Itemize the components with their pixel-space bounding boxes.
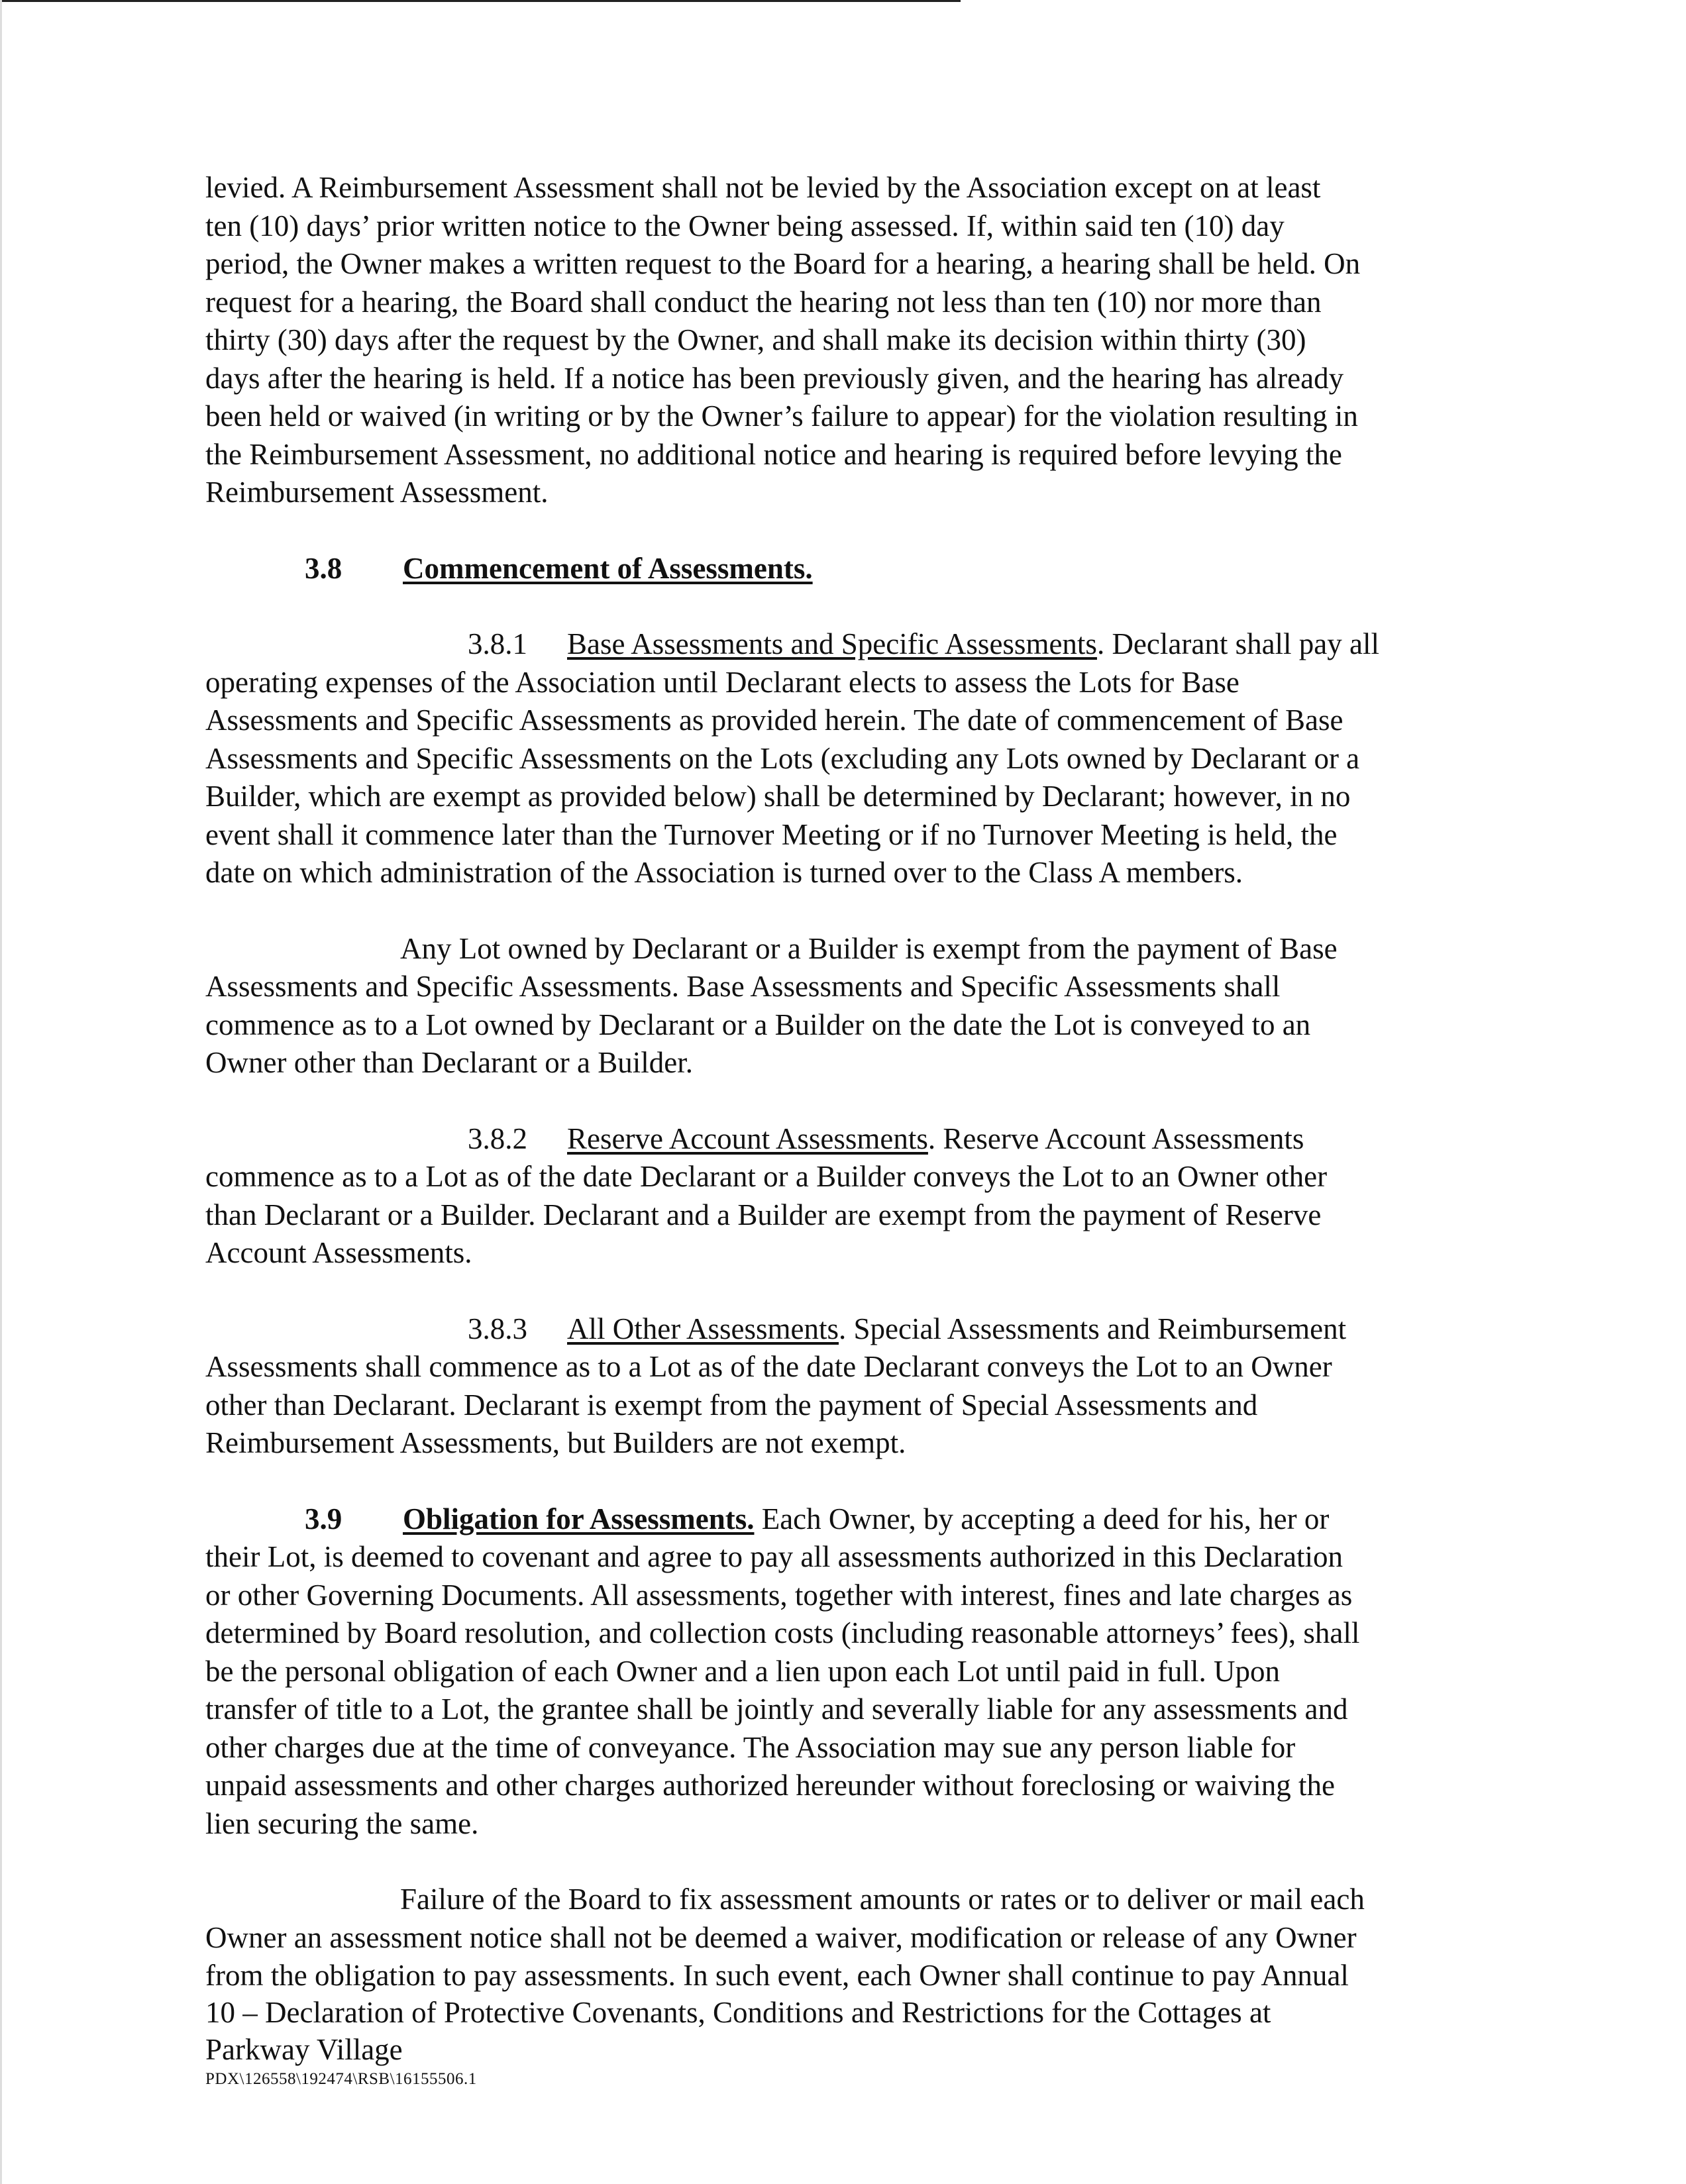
text-line: Assessments and Specific Assessments. Base Assessments and Specific Assessments shall: [205, 970, 1281, 1003]
text-line: Owner an assessment notice shall not be deemed a waiver, modification or release of any Owner: [205, 1920, 1357, 1954]
text-line: Reimbursement Assessment.: [205, 476, 549, 509]
section-title: Obligation for Assessments.: [403, 1502, 755, 1535]
text-line: be the personal obligation of each Owner and a lien upon each Lot until paid in full. Upon: [205, 1654, 1281, 1688]
footer-title-line: Parkway Village: [205, 2033, 403, 2066]
scan-top-border: [0, 0, 961, 2]
subsection-3-8-1: [205, 625, 1497, 892]
document-code: PDX\126558\192474\RSB\16155506.1: [205, 2070, 477, 2088]
text-line: date on which administration of the Association is turned over to the Class A members.: [205, 856, 1243, 889]
section-number: 3.8: [305, 551, 342, 585]
text-line: Owner other than Declarant or a Builder.: [205, 1046, 693, 1079]
text-line: commence as to a Lot as of the date Declarant or a Builder conveys the Lot to an Owner other: [205, 1160, 1328, 1193]
text-line: their Lot, is deemed to covenant and agree to pay all assessments authorized in this Declaration: [205, 1540, 1343, 1573]
text-line: thirty (30) days after the request by the Owner, and shall make its decision within thirty (30): [205, 323, 1306, 356]
section-3-9: [205, 1500, 1497, 1844]
intro-paragraph: [205, 169, 1497, 512]
text-line: from the obligation to pay assessments. In such event, each Owner shall continue to pay Annual: [205, 1959, 1349, 1992]
subsection-number: 3.8.2: [468, 1121, 527, 1155]
text-line: request for a hearing, the Board shall conduct the hearing not less than ten (10) nor more than: [205, 285, 1322, 319]
subsection-number: 3.8.3: [468, 1312, 527, 1345]
subsection-number: 3.8.1: [468, 627, 527, 660]
text-line: lien securing the same.: [205, 1806, 479, 1840]
document-body: [205, 169, 1497, 1995]
text-run: . Special Assessments and Reimbursement: [839, 1312, 1347, 1345]
text-line: event shall it commence later than the Turnover Meeting or if no Turnover Meeting is held, the: [205, 817, 1338, 851]
text-line: days after the hearing is held. If a notice has been previously given, and the hearing has already: [205, 361, 1344, 395]
subsection-first-line: [205, 1120, 1497, 1159]
text-line: than Declarant or a Builder. Declarant and a Builder are exempt from the payment of Reserve: [205, 1198, 1322, 1231]
text-run: . Reserve Account Assessments: [927, 1121, 1304, 1155]
paragraph-exempt-lots: [205, 930, 1497, 1082]
text-run: Each Owner, by accepting a deed for his, her or: [754, 1502, 1330, 1535]
text-line: determined by Board resolution, and collection costs (including reasonable attorneys’ fees), shall: [205, 1616, 1360, 1649]
text-line: the Reimbursement Assessment, no additional notice and hearing is required before levying the: [205, 437, 1342, 471]
section-first-line: [205, 1500, 1497, 1539]
text-line: Assessments and Specific Assessments as provided herein. The date of commencement of Base: [205, 703, 1344, 737]
subsection-3-8-3: [205, 1310, 1497, 1463]
text-line: operating expenses of the Association until Declarant elects to assess the Lots for Base: [205, 665, 1239, 699]
text-line: Failure of the Board to fix assessment amounts or rates or to deliver or mail each: [400, 1883, 1365, 1916]
page-footer: [205, 1994, 1497, 2091]
text-line: transfer of title to a Lot, the grantee shall be jointly and severally liable for any assessments and: [205, 1692, 1348, 1726]
text-line: or other Governing Documents. All assessments, together with interest, fines and late charges as: [205, 1578, 1353, 1612]
text-run: . Declarant shall pay all: [1096, 627, 1380, 660]
subsection-title: Base Assessments and Specific Assessments: [567, 627, 1097, 660]
section-heading-3-8: [205, 550, 1497, 588]
text-line: other than Declarant. Declarant is exempt from the payment of Special Assessments and: [205, 1388, 1258, 1422]
paragraph-failure-of-board: [205, 1881, 1497, 1995]
text-line: ten (10) days’ prior written notice to the Owner being assessed. If, within said ten (10) day: [205, 209, 1285, 242]
text-line: Any Lot owned by Declarant or a Builder is exempt from the payment of Base: [400, 931, 1338, 965]
text-line: Builder, which are exempt as provided below) shall be determined by Declarant; however, in no: [205, 780, 1351, 813]
subsection-first-line: [205, 1310, 1497, 1349]
text-line: Assessments and Specific Assessments on the Lots (excluding any Lots owned by Declarant or a: [205, 741, 1360, 775]
text-line: unpaid assessments and other charges authorized hereunder without foreclosing or waiving the: [205, 1769, 1335, 1802]
subsection-title: Reserve Account Assessments: [567, 1121, 928, 1155]
text-line: been held or waived (in writing or by the Owner’s failure to appear) for the violation resulting in: [205, 399, 1358, 433]
scan-left-border: [0, 0, 2, 2184]
text-line: commence as to a Lot owned by Declarant or a Builder on the date the Lot is conveyed to an: [205, 1008, 1311, 1041]
section-number: 3.9: [305, 1502, 342, 1535]
text-line: Assessments shall commence as to a Lot as of the date Declarant conveys the Lot to an Owner: [205, 1350, 1332, 1383]
text-line: other charges due at the time of conveyance. The Association may sue any person liable for: [205, 1730, 1296, 1764]
text-line: Account Assessments.: [205, 1236, 472, 1269]
text-line: Reimbursement Assessments, but Builders are not exempt.: [205, 1426, 906, 1459]
footer-title-line: 10 – Declaration of Protective Covenants, Conditions and Restrictions for the Cottages at: [205, 1996, 1271, 2029]
subsection-3-8-2: [205, 1120, 1497, 1273]
section-title: Commencement of Assessments.: [403, 551, 813, 585]
subsection-title: All Other Assessments: [567, 1312, 839, 1345]
text-line: levied. A Reimbursement Assessment shall not be levied by the Association except on at least: [205, 171, 1321, 204]
text-line: period, the Owner makes a written request to the Board for a hearing, a hearing shall be held. On: [205, 247, 1361, 280]
subsection-first-line: [205, 625, 1497, 664]
